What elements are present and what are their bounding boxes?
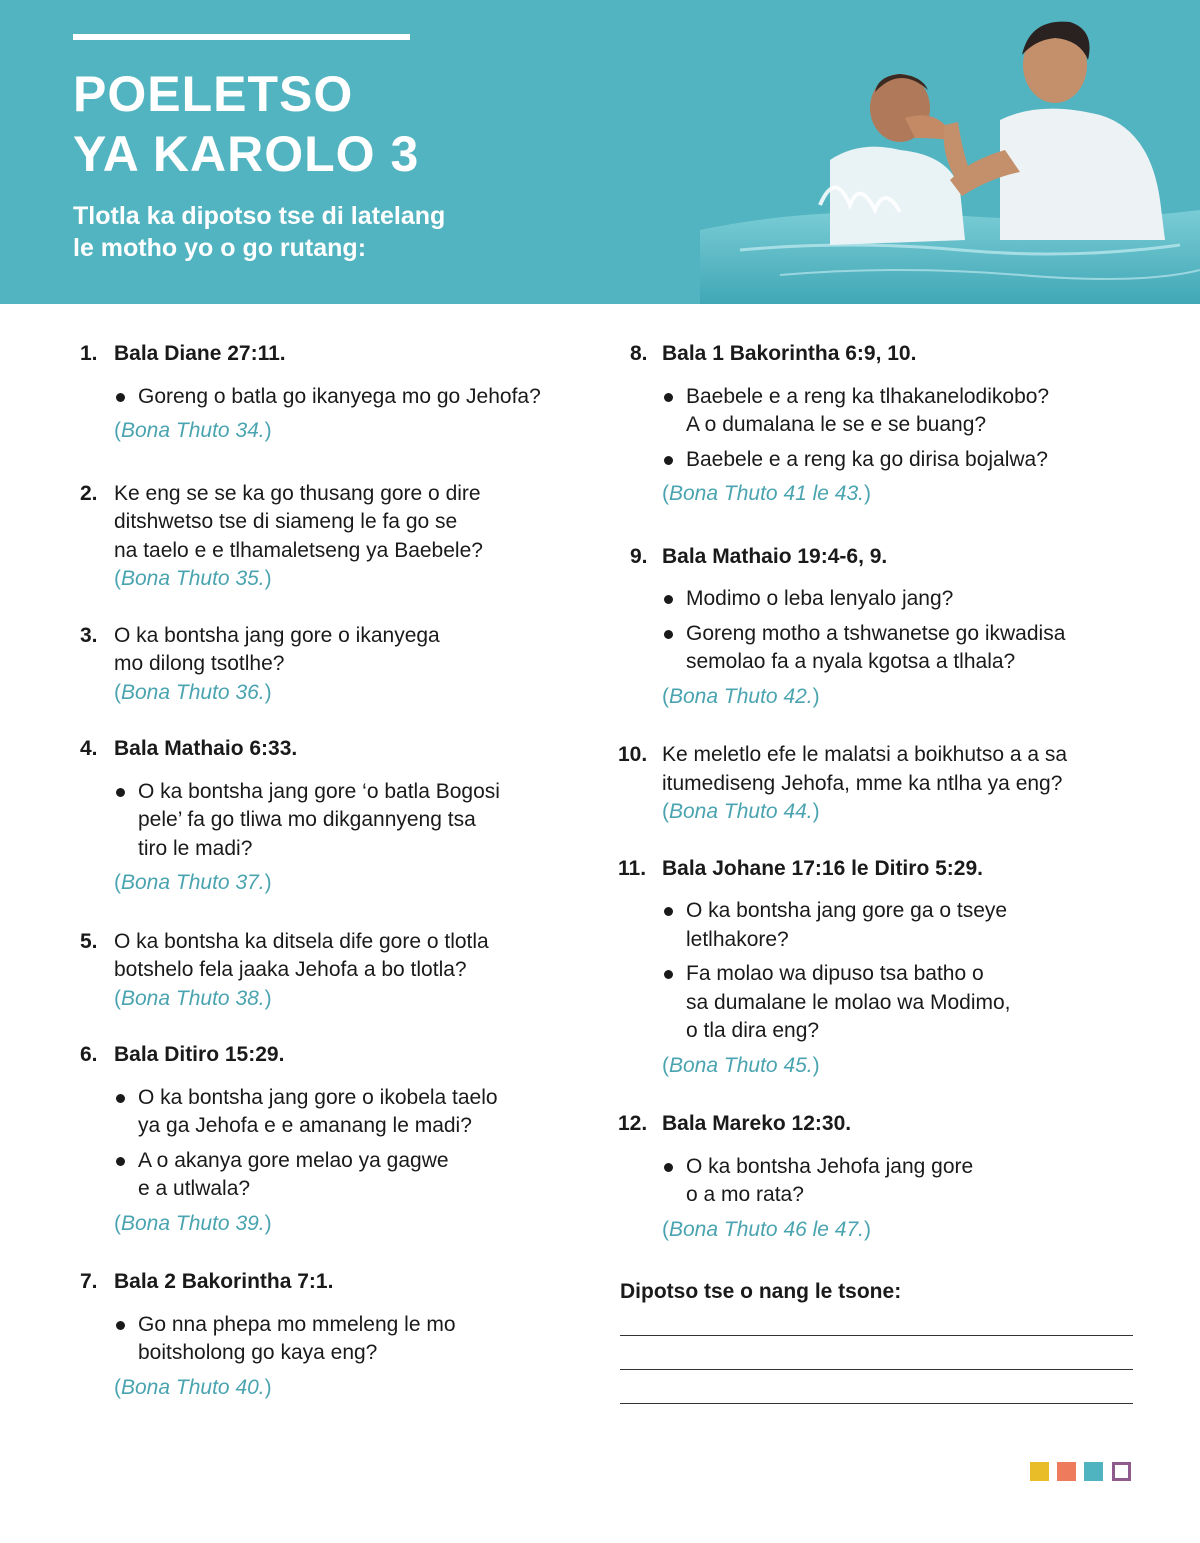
question-2 bbox=[80, 480, 590, 594]
ref-number: 39. bbox=[235, 1211, 265, 1235]
ref-prefix: Bona Thuto bbox=[121, 1375, 230, 1399]
bullet-text: boitsholong go kaya eng? bbox=[138, 1341, 378, 1364]
ref-prefix: Bona Thuto bbox=[121, 1211, 230, 1235]
ref-prefix: Bona Thuto bbox=[121, 986, 230, 1010]
question-bullets bbox=[114, 778, 590, 864]
lesson-reference: (Bona Thuto 36.) bbox=[114, 680, 272, 704]
question-heading: Bala Diane 27:11. bbox=[114, 342, 286, 365]
bullet-text: pele’ fa go tliwa mo dikgannyeng tsa bbox=[138, 808, 476, 831]
bullet-text: Goreng o batla go ikanyega mo go Jehofa? bbox=[138, 384, 541, 408]
question-line: mo dilong tsotlhe? bbox=[114, 652, 285, 675]
ref-prefix: Bona Thuto bbox=[121, 680, 230, 704]
question-number: 6. bbox=[80, 1043, 98, 1066]
question-number: 10. bbox=[618, 743, 648, 766]
question-bullets bbox=[114, 1084, 590, 1204]
bullet-text: e a utlwala? bbox=[138, 1177, 251, 1200]
question-number: 2. bbox=[80, 481, 98, 505]
title-line-1: POELETSO bbox=[73, 66, 354, 122]
yellow-square bbox=[1030, 1462, 1049, 1481]
question-heading: Bala Johane 17:16 le Ditiro 5:29. bbox=[662, 856, 983, 880]
lesson-reference: (Bona Thuto 39.) bbox=[114, 1211, 272, 1235]
question-text bbox=[114, 480, 590, 566]
teal-square bbox=[1084, 1462, 1103, 1481]
question-number: 3. bbox=[80, 623, 98, 647]
title-line-2: YA KAROLO 3 bbox=[73, 126, 420, 182]
question-text bbox=[114, 622, 590, 679]
bullet-item bbox=[662, 446, 1138, 475]
question-9 bbox=[618, 543, 1138, 712]
question-heading: Bala 2 Bakorintha 7:1. bbox=[114, 1270, 334, 1293]
lesson-reference: (Bona Thuto 38.) bbox=[114, 986, 272, 1010]
ref-prefix: Bona Thuto bbox=[669, 684, 778, 708]
subtitle-line-1: Tlotla ka dipotso tse di latelang bbox=[73, 202, 446, 230]
ref-prefix: Bona Thuto bbox=[669, 800, 778, 823]
ref-number: 41 le 43. bbox=[783, 482, 865, 505]
outline-square bbox=[1112, 1462, 1131, 1481]
lesson-reference: (Bona Thuto 46 le 47.) bbox=[662, 1217, 872, 1241]
question-1 bbox=[80, 340, 590, 446]
bullet-item bbox=[662, 960, 1138, 1046]
question-number: 1. bbox=[80, 342, 98, 365]
own-questions-label: Dipotso tse o nang le tsone: bbox=[620, 1280, 902, 1303]
writing-line bbox=[620, 1403, 1133, 1404]
ref-number: 37. bbox=[235, 871, 265, 894]
ref-number: 45. bbox=[783, 1053, 813, 1077]
question-line: Ke eng se se ka go thusang gore o dire bbox=[114, 481, 481, 505]
question-heading: Bala 1 Bakorintha 6:9, 10. bbox=[662, 342, 917, 365]
bullet-text: tiro le madi? bbox=[138, 836, 253, 860]
bullet-text: A o dumalana le se e se buang? bbox=[686, 413, 987, 436]
ref-prefix: Bona Thuto bbox=[669, 482, 778, 505]
question-text bbox=[114, 928, 590, 985]
question-line: ditshwetso tse di siameng le fa go se bbox=[114, 510, 458, 533]
writing-line bbox=[620, 1335, 1133, 1336]
question-bullets bbox=[662, 1153, 1138, 1210]
ref-prefix: Bona Thuto bbox=[121, 419, 230, 442]
orange-square bbox=[1057, 1462, 1076, 1481]
lesson-reference: (Bona Thuto 44.) bbox=[662, 800, 820, 823]
question-heading: Bala Mareko 12:30. bbox=[662, 1112, 852, 1135]
lesson-reference: (Bona Thuto 35.) bbox=[114, 567, 272, 590]
question-bullets bbox=[662, 897, 1138, 1046]
ref-number: 34. bbox=[235, 419, 265, 442]
bullet-item bbox=[114, 1147, 590, 1204]
bullet-text: A o akanya gore melao ya gagwe bbox=[138, 1148, 449, 1172]
question-7 bbox=[80, 1268, 590, 1402]
question-bullets bbox=[662, 585, 1138, 677]
question-number: 5. bbox=[80, 929, 98, 953]
question-heading: Bala Ditiro 15:29. bbox=[114, 1043, 285, 1066]
bullet-text: Modimo o leba lenyalo jang? bbox=[686, 587, 954, 610]
lesson-reference: (Bona Thuto 42.) bbox=[662, 684, 820, 708]
question-11 bbox=[618, 855, 1138, 1081]
bullet-text: letlhakore? bbox=[686, 927, 789, 951]
question-text bbox=[662, 741, 1138, 798]
question-bullets bbox=[662, 383, 1138, 475]
question-number: 4. bbox=[80, 737, 98, 760]
bullet-item bbox=[662, 620, 1138, 677]
bullet-text: ya ga Jehofa e e amanang le madi? bbox=[138, 1114, 472, 1137]
question-heading: Bala Mathaio 6:33. bbox=[114, 737, 298, 760]
lesson-reference: (Bona Thuto 34.) bbox=[114, 419, 272, 442]
questions-column-left bbox=[80, 340, 590, 1402]
baptism-illustration bbox=[700, 0, 1200, 304]
ref-prefix: Bona Thuto bbox=[669, 1217, 778, 1241]
question-number: 9. bbox=[630, 544, 648, 568]
lesson-reference: (Bona Thuto 45.) bbox=[662, 1053, 820, 1077]
question-8 bbox=[618, 340, 1138, 509]
question-3 bbox=[80, 622, 590, 708]
bullet-item bbox=[114, 1084, 590, 1141]
bullet-text: Baebele e a reng ka go dirisa bojalwa? bbox=[686, 447, 1048, 471]
questions-column-right bbox=[618, 340, 1138, 1244]
bullet-text: Goreng motho a tshwanetse go ikwadisa bbox=[686, 621, 1066, 645]
question-12 bbox=[618, 1110, 1138, 1244]
question-line: na taelo e e tlhamaletseng ya Baebele? bbox=[114, 538, 483, 562]
page-subtitle bbox=[73, 200, 533, 264]
bullet-item bbox=[662, 897, 1138, 954]
ref-number: 36. bbox=[235, 680, 265, 704]
question-heading: Bala Mathaio 19:4-6, 9. bbox=[662, 544, 888, 568]
question-number: 11. bbox=[618, 856, 647, 880]
bullet-item bbox=[114, 383, 590, 412]
question-line: O ka bontsha ka ditsela dife gore o tlotla bbox=[114, 929, 489, 953]
bullet-text: Baebele e a reng ka tlhakanelodikobo? bbox=[686, 384, 1050, 408]
bullet-text: O ka bontsha Jehofa jang gore bbox=[686, 1154, 974, 1178]
ref-prefix: Bona Thuto bbox=[121, 871, 230, 894]
ref-number: 38. bbox=[235, 986, 265, 1010]
question-line: botshelo fela jaaka Jehofa a bo tlotla? bbox=[114, 958, 467, 981]
question-number: 12. bbox=[618, 1112, 648, 1135]
bullet-text: Go nna phepa mo mmeleng le mo bbox=[138, 1312, 456, 1336]
bullet-text: O ka bontsha jang gore ga o tseye bbox=[686, 899, 1008, 922]
bullet-item bbox=[662, 585, 1138, 614]
subtitle-line-2: le motho yo o go rutang: bbox=[73, 234, 367, 262]
header-rule bbox=[73, 34, 410, 40]
question-5 bbox=[80, 928, 590, 1014]
question-line: Ke meletlo efe le malatsi a boikhutso a a sa bbox=[662, 743, 1068, 766]
question-10 bbox=[618, 741, 1138, 827]
bullet-item bbox=[662, 383, 1138, 440]
ref-number: 40. bbox=[235, 1375, 265, 1399]
question-bullets bbox=[114, 1311, 590, 1368]
question-4 bbox=[80, 735, 590, 898]
bullet-item bbox=[114, 778, 590, 864]
ref-prefix: Bona Thuto bbox=[121, 567, 230, 590]
question-bullets bbox=[114, 383, 590, 412]
bullet-text: o a mo rata? bbox=[686, 1183, 804, 1206]
ref-prefix: Bona Thuto bbox=[669, 1053, 778, 1077]
question-line: itumediseng Jehofa, mme ka ntlha ya eng? bbox=[662, 771, 1063, 795]
question-number: 7. bbox=[80, 1270, 98, 1293]
ref-number: 44. bbox=[783, 800, 813, 823]
bullet-text: Fa molao wa dipuso tsa batho o bbox=[686, 962, 984, 985]
question-number: 8. bbox=[630, 342, 648, 365]
writing-line bbox=[620, 1369, 1133, 1370]
ref-number: 46 le 47. bbox=[783, 1217, 865, 1241]
ref-number: 35. bbox=[235, 567, 265, 590]
bullet-text: O ka bontsha jang gore o ikobela taelo bbox=[138, 1085, 498, 1109]
question-6 bbox=[80, 1041, 590, 1238]
question-line: O ka bontsha jang gore o ikanyega bbox=[114, 623, 440, 647]
bullet-item bbox=[114, 1311, 590, 1368]
lesson-reference: (Bona Thuto 41 le 43.) bbox=[662, 482, 872, 505]
page-title bbox=[73, 64, 419, 184]
header-banner bbox=[0, 0, 1200, 304]
bullet-text: semolao fa a nyala kgotsa a tlhala? bbox=[686, 650, 1016, 673]
bullet-text: o tla dira eng? bbox=[686, 1019, 820, 1042]
ref-number: 42. bbox=[783, 684, 813, 708]
lesson-reference: (Bona Thuto 40.) bbox=[114, 1375, 272, 1399]
bullet-text: O ka bontsha jang gore ‘o batla Bogosi bbox=[138, 779, 500, 803]
bullet-text: sa dumalane le molao wa Modimo, bbox=[686, 990, 1011, 1014]
bullet-item bbox=[662, 1153, 1138, 1210]
lesson-reference: (Bona Thuto 37.) bbox=[114, 871, 272, 894]
